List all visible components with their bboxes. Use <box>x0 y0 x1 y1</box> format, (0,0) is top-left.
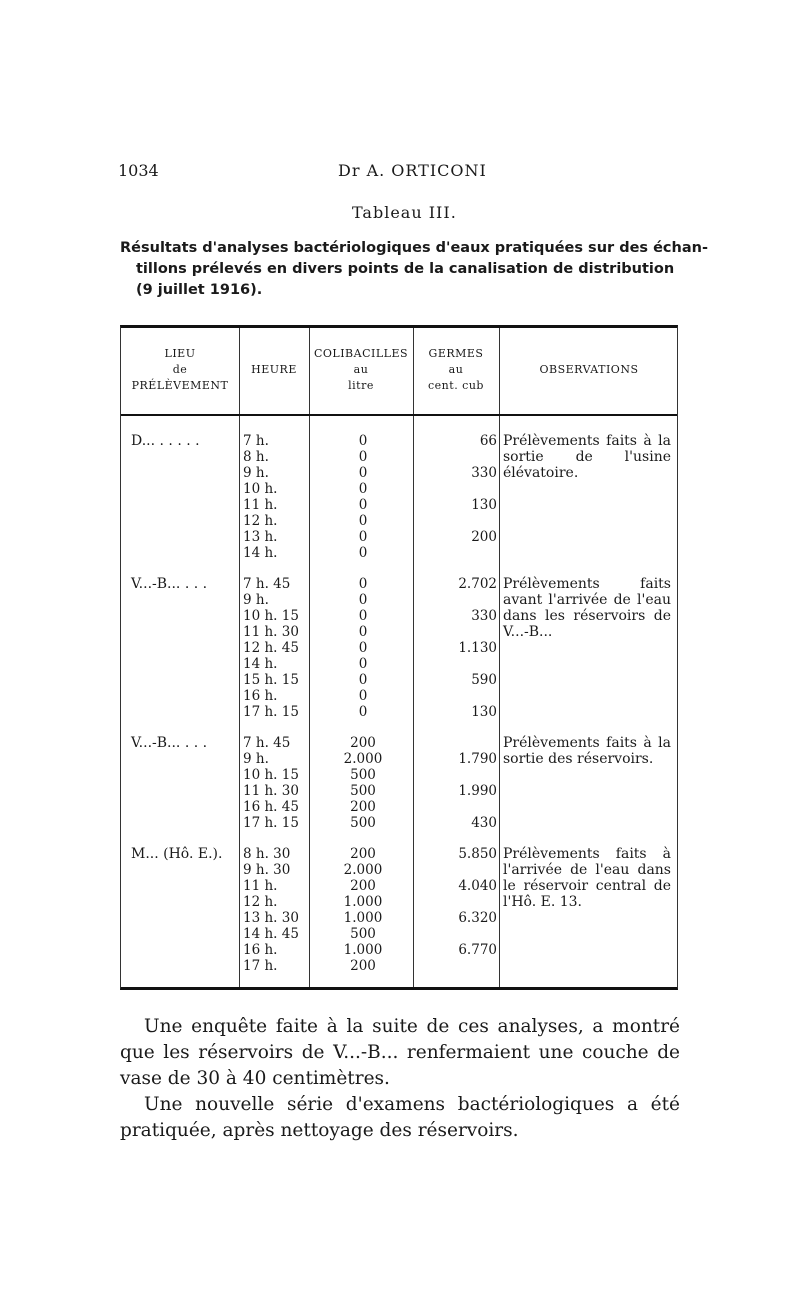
colibacilles-column <box>313 846 413 974</box>
colibacilles-cell: 1.000 <box>343 910 383 926</box>
germes-cell <box>417 958 497 974</box>
column-divider <box>239 328 240 987</box>
heure-cell: 17 h. <box>243 958 278 974</box>
heure-cell: 10 h. 15 <box>243 767 299 783</box>
colibacilles-cell: 0 <box>358 529 368 545</box>
germes-cell <box>417 894 497 910</box>
heures-column <box>243 735 299 831</box>
germes-cell: 5.850 <box>458 846 497 862</box>
heure-cell: 10 h. <box>243 481 278 497</box>
colibacilles-cell: 0 <box>358 624 368 640</box>
colibacilles-cell: 0 <box>358 640 368 656</box>
heure-cell: 13 h. 30 <box>243 910 299 926</box>
heure-cell: 7 h. 45 <box>243 576 291 592</box>
germes-cell <box>417 799 497 815</box>
germes-column <box>417 735 497 831</box>
table-caption-line: Résultats d'analyses bactériologiques d'eaux pratiquées sur des échan- <box>120 240 708 256</box>
germes-column <box>417 576 497 720</box>
heure-cell: 7 h. 45 <box>243 735 291 751</box>
germes-cell <box>417 767 497 783</box>
heure-cell: 12 h. <box>243 513 278 529</box>
colibacilles-cell: 0 <box>358 608 368 624</box>
colibacilles-cell: 0 <box>358 704 368 720</box>
heure-cell: 17 h. 15 <box>243 704 299 720</box>
germes-cell <box>417 735 497 751</box>
heure-cell: 10 h. 15 <box>243 608 299 624</box>
colibacilles-cell: 500 <box>350 926 376 942</box>
colibacilles-cell: 0 <box>358 497 368 513</box>
header-text: de <box>172 363 188 376</box>
heure-cell: 14 h. <box>243 545 278 561</box>
header-text: HEURE <box>251 363 297 376</box>
heure-cell: 16 h. 45 <box>243 799 299 815</box>
colibacilles-cell: 200 <box>350 735 376 751</box>
germes-cell <box>417 656 497 672</box>
header-text: litre <box>348 379 374 392</box>
germes-cell <box>417 513 497 529</box>
colibacilles-cell: 0 <box>358 592 368 608</box>
table-caption-line: tillons prélevés en divers points de la canalisation de distribution <box>136 261 675 277</box>
germes-cell <box>417 624 497 640</box>
colibacilles-cell: 0 <box>358 656 368 672</box>
germes-column <box>417 433 497 561</box>
header-rule <box>121 414 677 416</box>
heure-cell: 11 h. 30 <box>243 783 299 799</box>
colibacilles-cell: 1.000 <box>343 942 383 958</box>
heure-cell: 13 h. <box>243 529 278 545</box>
germes-cell: 4.040 <box>458 878 497 894</box>
header-text: PRÉLÈVEMENT <box>131 379 229 392</box>
column-divider <box>499 328 500 987</box>
germes-cell: 130 <box>471 497 497 513</box>
germes-cell <box>417 862 497 878</box>
running-head: Dr A. ORTICONI <box>338 161 487 180</box>
heure-cell: 7 h. <box>243 433 269 449</box>
heure-cell: 12 h. <box>243 894 278 910</box>
header-germes <box>413 346 499 394</box>
heure-cell: 14 h. 45 <box>243 926 299 942</box>
germes-cell <box>417 688 497 704</box>
germes-cell <box>417 545 497 561</box>
colibacilles-cell: 0 <box>358 545 368 561</box>
heure-cell: 14 h. <box>243 656 278 672</box>
table-title: Tableau III. <box>352 203 457 222</box>
header-text: GERMES <box>428 347 484 360</box>
lieu-cell: V...-B... . . . <box>131 576 208 592</box>
observation-cell: Prélèvements faits avant l'arrivée de l'eau dans les réservoirs de V...-B... <box>503 576 671 640</box>
heure-cell: 9 h. <box>243 465 269 481</box>
colibacilles-cell: 0 <box>358 433 368 449</box>
heure-cell: 8 h. 30 <box>243 846 291 862</box>
colibacilles-column <box>313 576 413 720</box>
germes-cell <box>417 592 497 608</box>
heures-column <box>243 433 277 561</box>
lieu-cell: V...-B... . . . <box>131 735 208 751</box>
heure-cell: 17 h. 15 <box>243 815 299 831</box>
germes-cell: 66 <box>479 433 497 449</box>
heure-cell: 12 h. 45 <box>243 640 299 656</box>
header-lieu <box>121 346 239 394</box>
table-caption-line: (9 juillet 1916). <box>136 282 263 298</box>
heure-cell: 11 h. <box>243 497 278 513</box>
colibacilles-cell: 500 <box>350 783 376 799</box>
germes-cell: 6.320 <box>458 910 497 926</box>
germes-cell: 200 <box>471 529 497 545</box>
observation-cell: Prélèvements faits à la sortie des réservoirs. <box>503 735 671 767</box>
germes-cell: 130 <box>471 704 497 720</box>
colibacilles-cell: 0 <box>358 481 368 497</box>
heure-cell: 15 h. 15 <box>243 672 299 688</box>
heure-cell: 8 h. <box>243 449 269 465</box>
page-number: 1034 <box>118 161 159 180</box>
colibacilles-cell: 200 <box>350 958 376 974</box>
colibacilles-cell: 200 <box>350 878 376 894</box>
colibacilles-cell: 2.000 <box>343 751 383 767</box>
body-paragraph: Une nouvelle série d'examens bactériologiques a été pratiquée, après nettoyage des réservoirs. <box>120 1094 680 1141</box>
colibacilles-cell: 0 <box>358 688 368 704</box>
heures-column <box>243 846 299 974</box>
header-text: COLIBACILLES <box>313 347 409 360</box>
colibacilles-column <box>313 735 413 831</box>
colibacilles-cell: 500 <box>350 767 376 783</box>
header-heure <box>239 362 309 378</box>
heure-cell: 11 h. <box>243 878 278 894</box>
germes-cell: 2.702 <box>458 576 497 592</box>
column-divider <box>413 328 414 987</box>
body-paragraph: Une enquête faite à la suite de ces analyses, a montré que les réservoirs de V...-B... renfermaient une couche de vase de 30 à 40 centimètres. <box>120 1016 680 1089</box>
germes-cell: 1.130 <box>458 640 497 656</box>
header-text: OBSERVATIONS <box>539 363 639 376</box>
colibacilles-cell: 2.000 <box>343 862 383 878</box>
colibacilles-cell: 0 <box>358 576 368 592</box>
colibacilles-cell: 0 <box>358 513 368 529</box>
germes-cell: 1.790 <box>458 751 497 767</box>
heure-cell: 16 h. <box>243 688 278 704</box>
colibacilles-cell: 0 <box>358 672 368 688</box>
colibacilles-cell: 1.000 <box>343 894 383 910</box>
heure-cell: 9 h. 30 <box>243 862 291 878</box>
header-text: au <box>353 363 369 376</box>
column-divider <box>309 328 310 987</box>
colibacilles-cell: 0 <box>358 449 368 465</box>
results-table <box>120 325 678 990</box>
lieu-cell: M... (Hô. E.). <box>131 846 223 862</box>
colibacilles-cell: 200 <box>350 799 376 815</box>
header-text: cent. cub <box>428 379 484 392</box>
germes-cell: 330 <box>471 465 497 481</box>
heure-cell: 9 h. <box>243 751 269 767</box>
germes-cell: 330 <box>471 608 497 624</box>
observation-cell: Prélèvements faits à l'arrivée de l'eau dans le réservoir central de l'Hô. E. 13. <box>503 846 671 910</box>
header-text: au <box>448 363 464 376</box>
germes-cell: 1.990 <box>458 783 497 799</box>
header-observations <box>499 362 679 378</box>
germes-cell: 430 <box>471 815 497 831</box>
germes-column <box>417 846 497 974</box>
heure-cell: 9 h. <box>243 592 269 608</box>
header-text: LIEU <box>164 347 196 360</box>
lieu-cell: D... . . . . . <box>131 433 200 449</box>
colibacilles-cell: 0 <box>358 465 368 481</box>
colibacilles-cell: 200 <box>350 846 376 862</box>
germes-cell <box>417 926 497 942</box>
heure-cell: 11 h. 30 <box>243 624 299 640</box>
header-colibacilles <box>309 346 413 394</box>
germes-cell: 590 <box>471 672 497 688</box>
germes-cell: 6.770 <box>458 942 497 958</box>
germes-cell <box>417 449 497 465</box>
observation-cell: Prélèvements faits à la sortie de l'usine élévatoire. <box>503 433 671 481</box>
colibacilles-column <box>313 433 413 561</box>
heures-column <box>243 576 299 720</box>
germes-cell <box>417 481 497 497</box>
heure-cell: 16 h. <box>243 942 278 958</box>
colibacilles-cell: 500 <box>350 815 376 831</box>
